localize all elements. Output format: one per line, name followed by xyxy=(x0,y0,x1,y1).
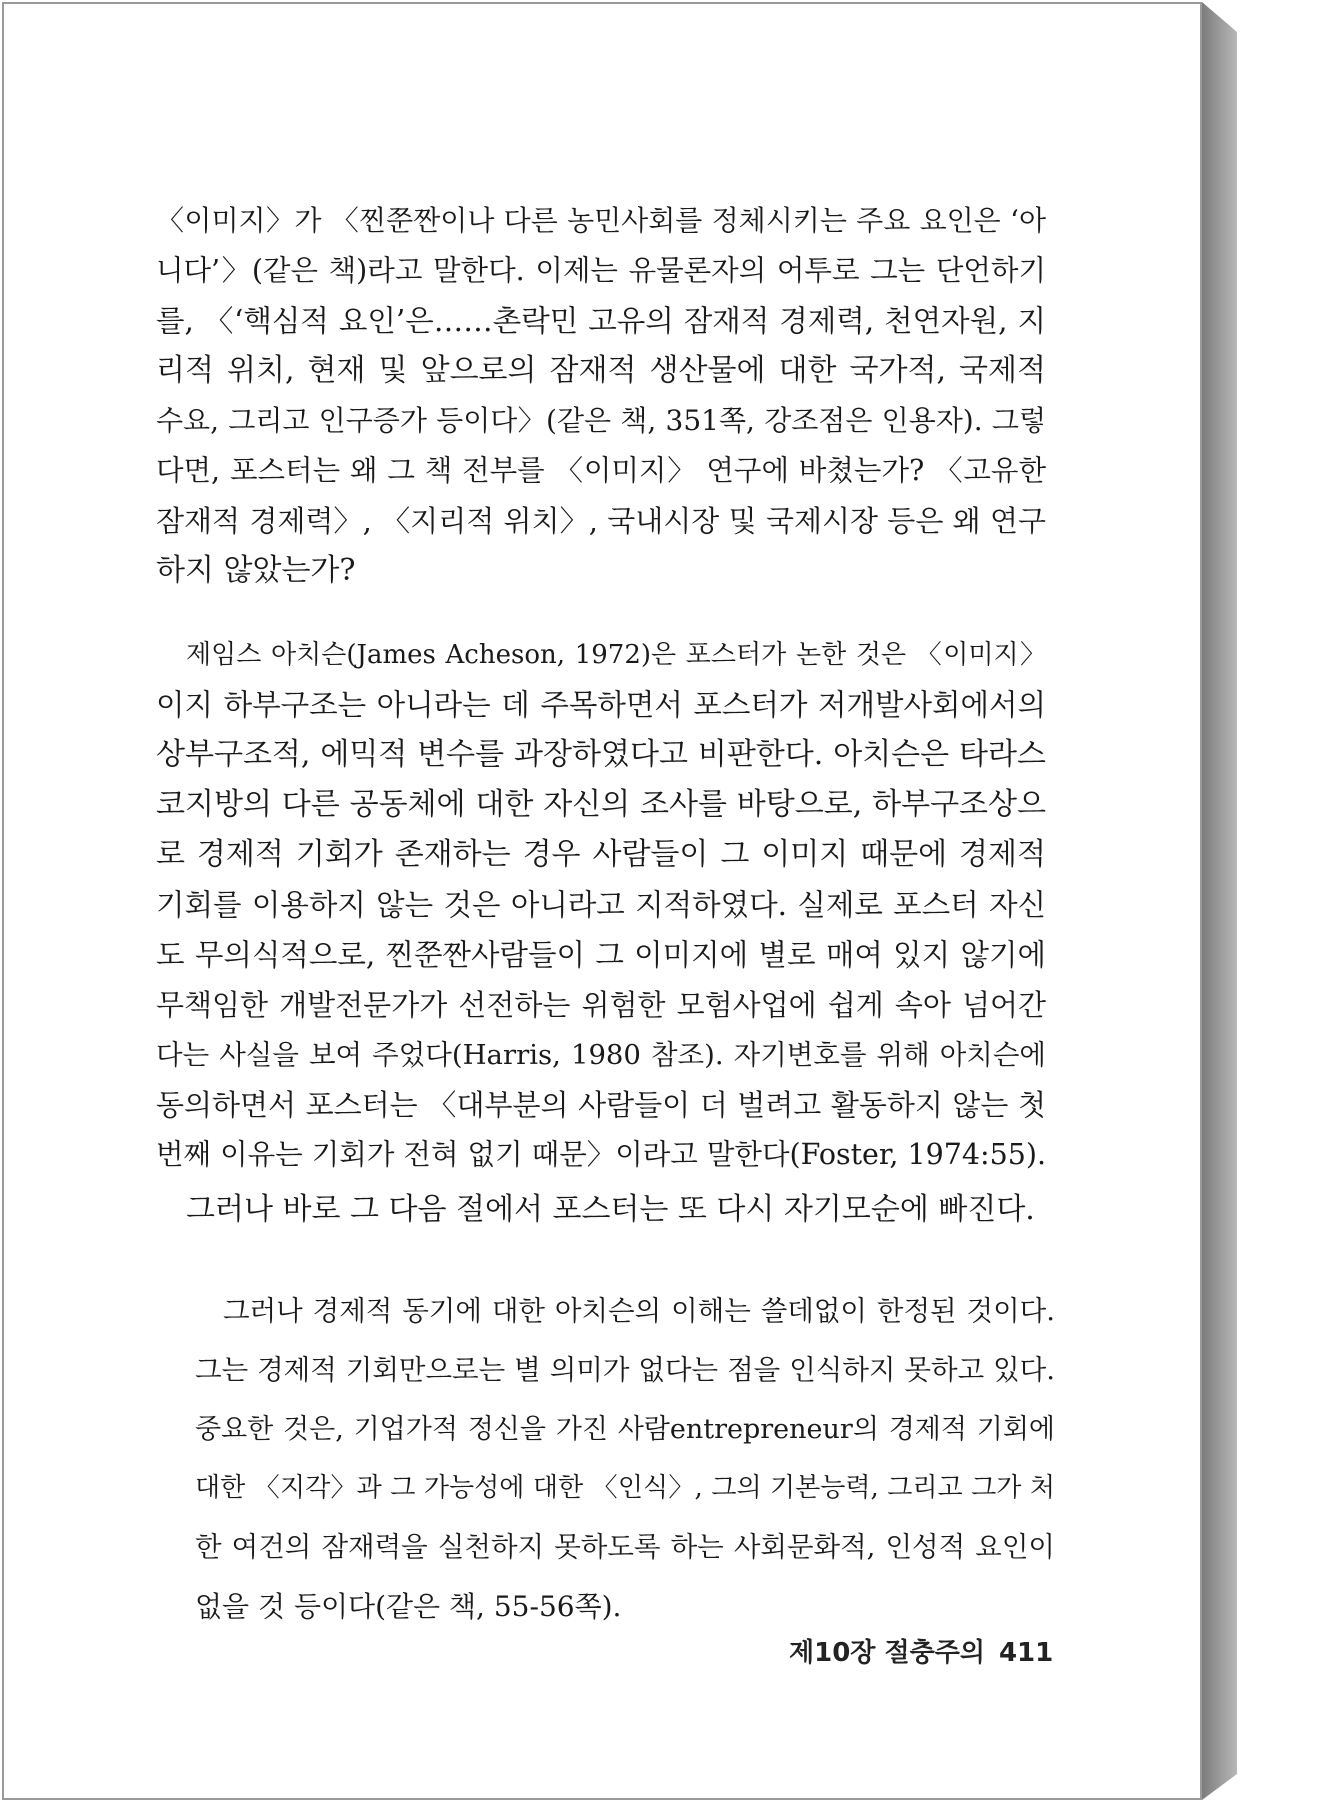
text-line: 다는 사실을 보여 주었다(Harris, 1980 참조). 자기변호를 위해 아치슨에 xyxy=(156,1039,1046,1071)
text-line: 하지 않았는가? xyxy=(156,553,356,588)
quote-line: 없을 것 등이다(같은 책, 55-56쪽). xyxy=(195,1590,622,1623)
text-line: 리적 위치, 현재 및 앞으로의 잠재적 생산물에 대한 국가적, 국제적 xyxy=(156,353,1046,388)
book-spine-edge xyxy=(1202,2,1237,1800)
paragraph-3 xyxy=(186,1185,1046,1235)
text-line: 그러나 바로 그 다음 절에서 포스터는 또 다시 자기모순에 빠진다. xyxy=(186,1192,1035,1227)
text-line: 동의하면서 포스터는 〈대부분의 사람들이 더 벌려고 활동하지 않는 첫 xyxy=(156,1088,1046,1122)
text-line: 다면, 포스터는 왜 그 책 전부를 〈이미지〉 연구에 바쳤는가? 〈고유한 xyxy=(156,454,1046,487)
text-line: 상부구조적, 에믹적 변수를 과장하였다고 비판한다. 아치슨은 타라스 xyxy=(156,737,1046,772)
page-shadow xyxy=(1237,0,1333,1806)
text-line: 무책임한 개발전문가가 선전하는 위험한 모험사업에 쉽게 속아 넘어간 xyxy=(156,988,1046,1022)
quote-line: 대한 〈지각〉과 그 가능성에 대한 〈인식〉, 그의 기본능력, 그리고 그가 처 xyxy=(195,1473,1055,1503)
text-line: 잠재적 경제력〉, 〈지리적 위치〉, 국내시장 및 국제시장 등은 왜 연구 xyxy=(156,504,1046,538)
quote-line: 그러나 경제적 동기에 대한 아치슨의 이해는 쓸데없이 한정된 것이다. xyxy=(223,1295,1055,1327)
quote-line: 한 여건의 잠재력을 실천하지 못하도록 하는 사회문화적, 인성적 요인이 xyxy=(195,1531,1055,1563)
text-line: 코지방의 다른 공동체에 대한 자신의 조사를 바탕으로, 하부구조상으 xyxy=(156,787,1046,822)
text-line: 도 무의식적으로, 찐쭌짠사람들이 그 이미지에 별로 매여 있지 않기에 xyxy=(156,938,1046,972)
text-line: 번째 이유는 기회가 전혀 없기 때문〉이라고 말한다(Foster, 1974:55). xyxy=(156,1138,1047,1171)
page-number: 411 xyxy=(998,1638,1054,1668)
text-line: 제임스 아치슨(James Acheson, 1972)은 포스터가 논한 것은 〈이미지〉 xyxy=(186,640,1046,670)
text-line: 를, 〈‘핵심적 요인’은……촌락민 고유의 잠재적 경제력, 천연자원, 지 xyxy=(156,304,1046,338)
chapter-title: 제10장 절충주의 xyxy=(789,1638,985,1668)
text-line: 수요, 그리고 인구증가 등이다〉(같은 책, 351쪽, 강조점은 인용자). 그렇 xyxy=(156,404,1046,437)
text-line: 니다’〉(같은 책)라고 말한다. 이제는 유물론자의 어투로 그는 단언하기 xyxy=(156,254,1046,287)
text-line: 기회를 이용하지 않는 것은 아니라고 지적하였다. 실제로 포스터 자신 xyxy=(156,888,1046,922)
paragraph-1 xyxy=(156,196,1046,596)
quote-line: 중요한 것은, 기업가적 정신을 가진 사람entrepreneur의 경제적 기회에 xyxy=(195,1414,1055,1445)
text-line: 로 경제적 기회가 존재하는 경우 사람들이 그 이미지 때문에 경제적 xyxy=(156,837,1046,872)
running-footer xyxy=(789,1632,1054,1669)
paragraph-2 xyxy=(156,630,1046,1180)
quote-line: 그는 경제적 기회만으로는 별 의미가 없다는 점을 인식하지 못하고 있다. xyxy=(195,1354,1055,1386)
block-quote xyxy=(195,1282,1055,1636)
text-line: 이지 하부구조는 아니라는 데 주목하면서 포스터가 저개발사회에서의 xyxy=(156,688,1046,722)
text-line: 〈이미지〉가 〈찐쭌짠이나 다른 농민사회를 정체시키는 주요 요인은 ‘아 xyxy=(156,204,1046,237)
